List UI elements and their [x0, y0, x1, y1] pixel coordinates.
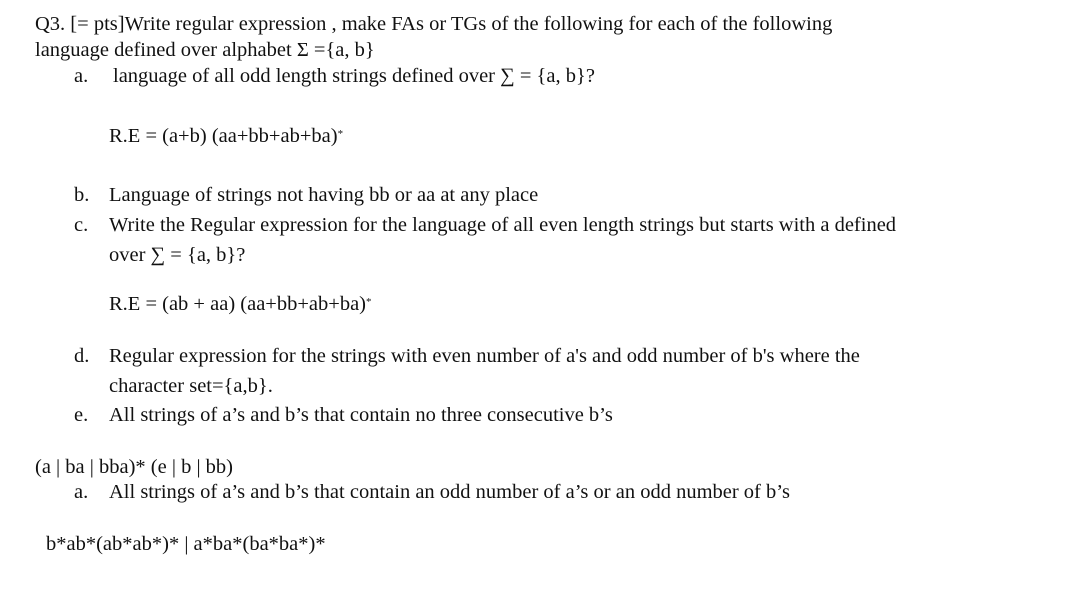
item-text: language of all odd length strings defined over ∑ = {a, b}? — [113, 65, 595, 87]
answer-regex: R.E = (a+b) (aa+bb+ab+ba)* — [109, 125, 344, 147]
item-text: Write the Regular expression for the language of all even length strings but starts with a defined — [109, 214, 897, 236]
item-text: Regular expression for the strings with even number of a's and odd number of b's where the — [109, 345, 860, 367]
question-heading-line-1: Q3. [= pts]Write regular expression , make FAs or TGs of the following for each of the following — [35, 13, 833, 35]
answer-regex: (a | ba | bba)* (e | b | bb) — [35, 456, 233, 478]
item-label: a. — [74, 65, 89, 87]
item-label: d. — [74, 345, 90, 367]
item-text: All strings of a’s and b’s that contain no three consecutive b’s — [109, 404, 613, 426]
item-text: All strings of a’s and b’s that contain an odd number of a’s or an odd number of b’s — [109, 481, 790, 503]
item-label: e. — [74, 404, 89, 426]
item-label: a. — [74, 481, 89, 503]
item-text-continuation: character set={a,b}. — [109, 375, 273, 397]
item-text-continuation: over ∑ = {a, b}? — [109, 244, 246, 266]
question-heading-line-2: language defined over alphabet Σ ={a, b} — [35, 39, 375, 61]
item-label: b. — [74, 184, 90, 206]
answer-regex: b*ab*(ab*ab*)* | a*ba*(ba*ba*)* — [46, 533, 326, 555]
answer-regex: R.E = (ab + aa) (aa+bb+ab+ba)* — [109, 293, 372, 315]
item-label: c. — [74, 214, 89, 236]
item-text: Language of strings not having bb or aa at any place — [109, 184, 539, 206]
